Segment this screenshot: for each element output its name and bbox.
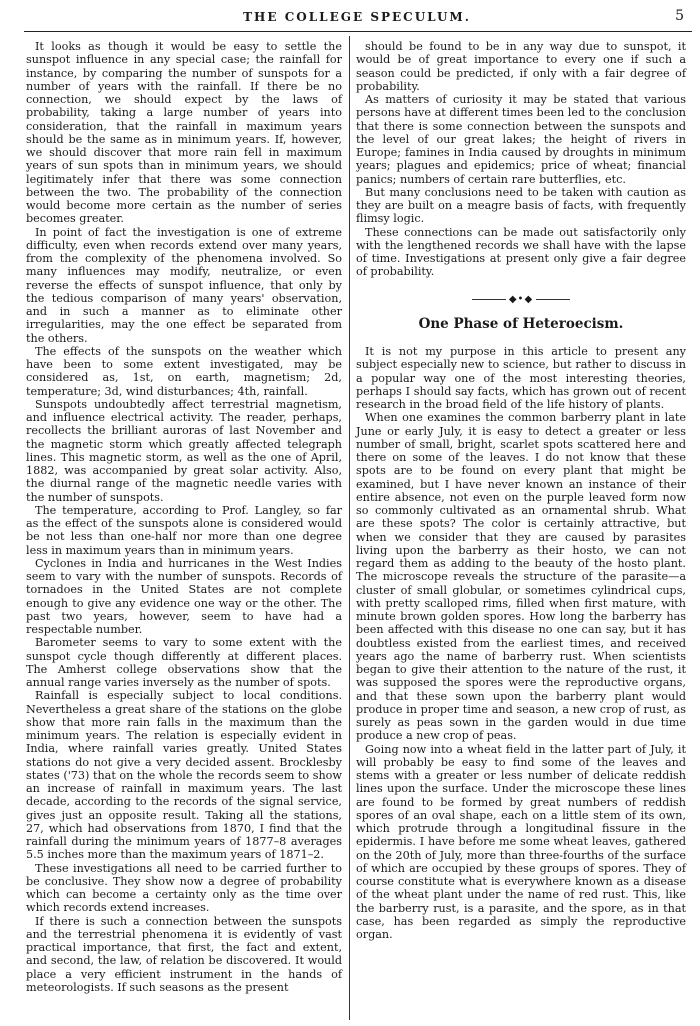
paragraph: It is not my purpose in this article to present any subject especially new to science, but rather to discuss in a popular way one of the most interesting theories, perhaps I should say facts, which has grown out of recent research in the broad field of the life history of plants. — [356, 345, 686, 412]
paragraph: It looks as though it would be easy to settle the sunspot influence in any special case; the rainfall for instance, by comparing the number of sunspots for a number of years with the rainfall. If there be no connection, we should expect by the laws of probability, taking a large number of years into consideration, that the rainfall in maximum years should be the same as in minimum years. If, however, we should discover that more rain fell in maximum years of sun spots than in minimum years, we should legitimately infer that there was some connection between the two. The probability of the connection would become more certain as the number of series becomes greater. — [26, 40, 342, 226]
paragraph: Barometer seems to vary to some extent with the sunspot cycle though differently at different places. The Amherst college observations show that the annual range varies inversely as the number of spots. — [26, 636, 342, 689]
paragraph: The temperature, according to Prof. Langley, so far as the effect of the sunspots alone is considered would be not less than one-half nor more than one degree less in maximum years than in minimum years. — [26, 503, 342, 557]
paragraph: should be found to be in any way due to sunspot, it would be of great importance to every one if such a season could be predicted, if only with a fair degree of probability. — [356, 40, 686, 93]
paragraph: As matters of curiosity it may be stated that various persons have at different times been led to the conclusion that there is some connection between the sunspots and the level of our great lakes; the height of rivers in Europe; famines in India caused by droughts in minimum years; plagues and epidemics; price of wheat; financial panics; numbers of certain rare butterflies, etc. — [356, 93, 686, 186]
paragraph: Going now into a wheat field in the latter part of July, it will probably be easy to find some of the leaves and stems with a greater or less number of delicate reddish lines upon the surface. Under the microscope these lines are found to be formed by great numbers of reddish spores of an oval shape, each on a little stem of its own, which protrude through a longitudinal fissure in the epidermis. I have before me some wheat leaves, gathered on the 20th of July, more than three-fourths of the surface of which are occupied by these groups of spores. They of course constitute what is everywhere known as a disease of the wheat plant under the name of red rust. This, like the barberry rust, is a parasite, and the spore, as in that case, has been regarded as simply the reproductive organ. — [356, 742, 686, 942]
paragraph: But many conclusions need to be taken with caution as they are built on a meagre basis of facts, with frequently flimsy logic. — [356, 185, 686, 226]
paragraph: The effects of the sunspots on the weather which have been to some extent investigated, may be considered as, 1st, on earth, magnetism; 2d, temperature; 3d, wind disturbances; 4th, rainfall. — [26, 344, 342, 398]
page-number: 5 — [675, 8, 684, 24]
paragraph: Rainfall is especially subject to local conditions. Nevertheless a great share of the stations on the globe show that more rain falls in the maximum than the minimum years. The relation is especially evident in India, where rainfall varies greatly. United States stations do not give a very decided assent. Brocklesby states ('73) that on the whole the records seem to show an increase of rainfall in maximum years. The last decade, according to the records of the signal service, gives just an opposite result. Taking all the stations, 27, which had observations from 1870, I find that the rainfall during the minimum years of 1877–8 averages 5.5 inches more than the maximum years of 1871–2. — [26, 689, 342, 862]
paragraph: Cyclones in India and hurricanes in the West Indies seem to vary with the number of sunspots. Records of tornadoes in the United States are not complete enough to give any evidence one way or the other. The past two years, however, seem to have had a respectable number. — [26, 556, 342, 636]
journal-title: THE COLLEGE SPECULUM. — [243, 10, 471, 24]
page-header — [26, 6, 688, 28]
paragraph: If there is such a connection between the sunspots and the terrestrial phenomena it is evidently of vast practical importance, that first, the fact and extent, and second, the law, of relation be discovered. It would place a very efficient instrument in the hands of meteorologists. If such seasons as the present — [26, 914, 342, 994]
header-rule — [24, 31, 692, 32]
paragraph: Sunspots undoubtedly affect terrestrial magnetism, and influence electrical activity. The reader, perhaps, recollects the brilliant auroras of last November and the magnetic storm which greatly affected telegraph lines. This magnetic storm, as well as the one of April, 1882, was accompanied by great solar activity. Also, the diurnal range of the magnetic needle varies with the number of sunspots. — [26, 397, 342, 504]
paragraph: When one examines the common barberry plant in late June or early July, it is easy to detect a greater or less number of small, bright, scarlet spots scattered here and there on some of the leaves. I do not know that these spots are to be found on every plant that might be examined, but I have never known an instance of their entire absence, not even on the purple leaved form now so commonly cultivated as an ornamental shrub. What are these spots? The color is certainly attractive, but when we consider that they are caused by parasites living upon the barberry as their hosto, we can not regard them as adding to the beauty of the hosto plant. The microscope reveals the structure of the parasite—a cluster of small globular, or sometimes cylindrical cups, with pretty scalloped rims, filled when first mature, with minute brown golden spores. How long the barberry has been affected with this disease no one can say, but it has doubtless existed from the earliest times, and received years ago the name of barberry rust. When scientists began to give their attention to the nature of the rust, it was supposed the spores were the reproductive organs, and that these sown upon the barberry plant would produce in proper time and season, a new crop of rust, as surely as peas sown in the garden would in due time produce a new crop of peas. — [356, 411, 686, 743]
section-separator: ◆•◆ — [356, 293, 686, 306]
right-column — [356, 40, 686, 941]
article-title: One Phase of Heteroecism. — [418, 315, 624, 332]
paragraph: These connections can be made out satisfactorily only with the lengthened records we shall have with the lapse of time. Investigations at present only give a fair degree of probability. — [356, 225, 686, 279]
column-divider — [349, 36, 350, 1020]
left-column — [26, 40, 342, 994]
paragraph: These investigations all need to be carried further to be conclusive. They show now a degree of probability which can become a certainty only as the time over which records extend increases. — [26, 861, 342, 915]
paragraph: In point of fact the investigation is one of extreme difficulty, even when records extend over many years, from the complexity of the phenomena involved. So many influences may modify, neutralize, or even reverse the effects of sunspot influence, that only by the tedious comparison of many years' observation, and in such a manner as to eliminate other irregularities, may the one effect be separated from the others. — [26, 225, 342, 345]
